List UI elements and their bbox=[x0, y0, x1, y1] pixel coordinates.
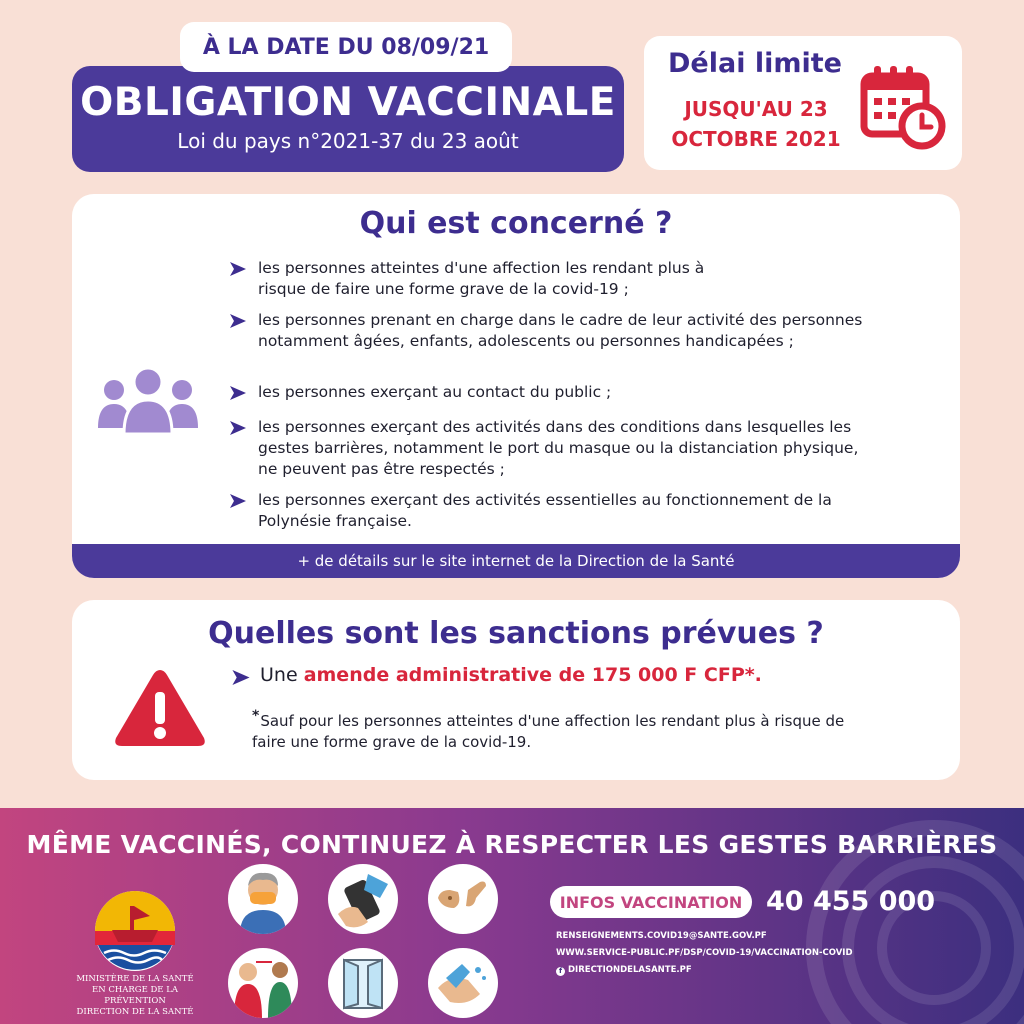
mask-icon bbox=[228, 864, 298, 934]
deadline-label: Délai limite bbox=[668, 48, 842, 79]
people-group-icon bbox=[96, 364, 200, 436]
polynesia-emblem-logo bbox=[90, 886, 180, 976]
page-subtitle: Loi du pays n°2021-37 du 23 août bbox=[177, 129, 519, 153]
sanctions-title: Quelles sont les sanctions prévues ? bbox=[208, 616, 824, 651]
hand-greeting-icon bbox=[428, 864, 498, 934]
deadline-line1: JUSQU'AU 23 bbox=[684, 97, 828, 121]
facebook-link[interactable]: f DIRECTIONDELASANTE.PF bbox=[556, 962, 853, 979]
infos-vaccination-badge: INFOS VACCINATION bbox=[550, 886, 752, 918]
chevron-right-icon bbox=[230, 494, 246, 508]
concerned-title: Qui est concerné ? bbox=[359, 206, 673, 241]
phone-disinfect-icon bbox=[328, 864, 398, 934]
details-link[interactable]: + de détails sur le site internet de la Direction de la Santé bbox=[72, 544, 960, 578]
deadline-line2: OCTOBRE 2021 bbox=[671, 127, 841, 151]
chevron-right-icon bbox=[232, 670, 250, 685]
hand-wash-icon bbox=[428, 948, 498, 1018]
chevron-right-icon bbox=[230, 314, 246, 328]
sanctions-card bbox=[72, 600, 960, 780]
chevron-right-icon bbox=[230, 262, 246, 276]
barrier-gestures bbox=[228, 864, 498, 1016]
website-link[interactable]: WWW.SERVICE-PUBLIC.PF/DSP/COVID-19/VACCINATION-COVID bbox=[556, 948, 853, 958]
list-item: les personnes exerçant des activités essentielles au fonctionnement de la Polynésie française. bbox=[230, 490, 930, 532]
distance-icon bbox=[228, 948, 298, 1018]
list-item: les personnes exerçant au contact du public ; bbox=[230, 382, 930, 403]
calendar-clock-icon bbox=[858, 62, 948, 152]
contact-info bbox=[556, 928, 853, 979]
list-item: les personnes exerçant des activités dans des conditions dans lesquelles les gestes barrières, notamment le port du masque ou la distanciation physique, ne peuvent pas être respectés ; bbox=[230, 417, 930, 480]
chevron-right-icon bbox=[230, 386, 246, 400]
title-banner bbox=[72, 66, 624, 172]
slogan: MÊME VACCINÉS, CONTINUEZ À RESPECTER LES GESTES BARRIÈRES bbox=[26, 830, 998, 859]
fine-footnote: *Sauf pour les personnes atteintes d'une affection les rendant plus à risque de faire une forme grave de la covid-19. bbox=[252, 708, 845, 751]
concerned-card bbox=[72, 194, 960, 578]
page-title: OBLIGATION VACCINALE bbox=[80, 80, 616, 125]
fine-amount: amende administrative de 175 000 F CFP*. bbox=[303, 664, 762, 686]
phone-number[interactable]: 40 455 000 bbox=[766, 886, 936, 917]
concerned-list bbox=[230, 258, 930, 532]
deadline-box bbox=[644, 36, 962, 170]
ministry-name: MINISTÈRE DE LA SANTÉ EN CHARGE DE LA PRÉVENTION DIRECTION DE LA SANTÉ bbox=[76, 974, 194, 1017]
window-ventilation-icon bbox=[328, 948, 398, 1018]
deadline-date bbox=[666, 94, 846, 154]
list-item: les personnes prenant en charge dans le cadre de leur activité des personnes notamment âgées, enfants, adolescents ou personnes handicapées ; bbox=[230, 310, 930, 352]
warning-icon bbox=[112, 666, 208, 750]
fine-text: Une amende administrative de 175 000 F CFP*. bbox=[232, 664, 762, 686]
chevron-right-icon bbox=[230, 421, 246, 435]
date-label: À LA DATE DU 08/09/21 bbox=[180, 22, 512, 72]
list-item: les personnes atteintes d'une affection les rendant plus à risque de faire une forme grave de la covid-19 ; bbox=[230, 258, 930, 300]
bottom-band bbox=[0, 808, 1024, 1024]
facebook-icon: f bbox=[556, 967, 565, 976]
email-link[interactable]: RENSEIGNEMENTS.COVID19@SANTE.GOV.PF bbox=[556, 931, 767, 941]
